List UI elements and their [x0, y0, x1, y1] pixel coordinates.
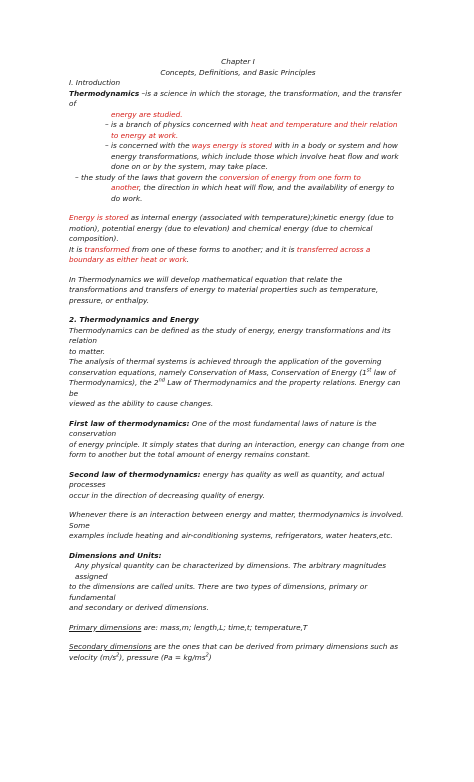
chapter-label: Chapter I — [221, 57, 255, 66]
energy-para-line-2: motion), potential energy (due to elevation) and chemical energy (due to chemical composition). — [69, 223, 373, 243]
dimensions-line-2: to the dimensions are called units. There are two types of dimensions, primary or fundamental — [69, 582, 368, 602]
term-thermodynamics: Thermodynamics — [69, 88, 140, 98]
dimensions-line-3: and secondary or derived dimensions. — [69, 603, 209, 612]
secondary-dimensions-line-1: Secondary dimensions are the ones that can be derived from primary dimensions such as — [69, 642, 398, 651]
energy-para-line-3: It is transformed from one of these forms to another; and it is transferred across a — [69, 244, 371, 254]
chapter-title: Concepts, Definitions, and Basic Principles — [160, 67, 316, 77]
bullet-2-line-2: energy transformations, which include those which involve heat flow and work — [111, 151, 399, 161]
examples-line-2: examples include heating and air-conditioning systems, refrigerators, water heaters,etc. — [69, 531, 393, 540]
bullet-3-line-2: another, the direction in which heat will flow, and the availability of energy to — [111, 183, 395, 192]
document-body — [69, 57, 407, 663]
second-law-line-1: Second law of thermodynamics: energy has quality as well as quantity, and actual processes — [69, 469, 385, 489]
math-para-line-1: In Thermodynamics we will develop mathematical equation that relate the — [69, 274, 343, 284]
section-2-line-4: conservation equations, namely Conservation of Mass, Conservation of Energy (1st law of — [69, 367, 396, 377]
second-law-line-2: occur in the direction of decreasing quality of energy. — [69, 490, 265, 500]
secondary-dimensions-line-2: velocity $(m/s^2)$, pressure $(Pa = kg/ms^2)$ — [69, 652, 212, 662]
secondary-dimensions-term: Secondary dimensions — [69, 642, 152, 651]
energy-para-line-1: Energy is stored as internal energy (associated with temperature);kinetic energy (due to — [69, 213, 394, 222]
bullet-1-line-2: to energy at work. — [111, 130, 179, 140]
first-law-line-3: form to another but the total amount of energy remains constant. — [69, 450, 311, 459]
bullet-2-line-3: done on or by the system, may take place. — [111, 162, 268, 171]
primary-dimensions-term: Primary dimensions — [69, 622, 142, 632]
intro-line-2: energy are studied. — [111, 109, 183, 119]
first-law-line-2: of energy principle. It simply states that during an interaction, energy can change from one — [69, 439, 405, 449]
bullet-1-line-1: – is a branch of physics concerned with heat and temperature and their relation — [105, 120, 398, 129]
section-2-heading: 2. Thermodynamics and Energy — [69, 315, 199, 324]
examples-line-1: Whenever there is an interaction between energy and matter, thermodynamics is involved. Some — [69, 510, 404, 530]
section-2-line-1: Thermodynamics can be defined as the study of energy, energy transformations and its relation — [69, 325, 391, 345]
dimensions-heading: Dimensions and Units: — [69, 550, 162, 560]
intro-heading: I. Introduction — [69, 78, 121, 87]
section-2-line-5: Thermodynamics), the 2nd Law of Thermodynamics and the property relations. Energy can be — [69, 377, 401, 398]
first-law-term: First law of thermodynamics: — [69, 418, 190, 428]
dimensions-line-1: Any physical quantity can be characterized by dimensions. The arbitrary magnitudes assigned — [75, 561, 387, 581]
section-2-line-3: The analysis of thermal systems is achieved through the application of the governing — [69, 357, 382, 366]
energy-para-line-4: boundary as either heat or work. — [69, 255, 190, 264]
bullet-3-line-1: – the study of the laws that govern the conversion of energy from one form to — [75, 172, 361, 182]
intro-line-1: Thermodynamics –is a science in which the storage, the transformation, and the transfer of — [69, 88, 402, 108]
section-2-line-6: viewed as the ability to cause changes. — [69, 399, 214, 408]
bullet-2-line-1: – is concerned with the ways energy is stored with in a body or system and how — [105, 141, 398, 150]
first-law-line-1: First law of thermodynamics: One of the most fundamental laws of nature is the conservation — [69, 418, 377, 438]
math-para-line-3: pressure, or enthalpy. — [69, 295, 150, 305]
bullet-3-line-3: do work. — [111, 193, 143, 203]
second-law-term: Second law of thermodynamics: — [69, 469, 201, 479]
math-para-line-2: transformations and transfers of energy to material properties such as temperature, — [69, 285, 379, 294]
section-2-line-2: to matter. — [69, 346, 106, 356]
primary-dimensions-line: Primary dimensions are: mass,m; length,L; time,t; temperature,T — [69, 622, 308, 632]
